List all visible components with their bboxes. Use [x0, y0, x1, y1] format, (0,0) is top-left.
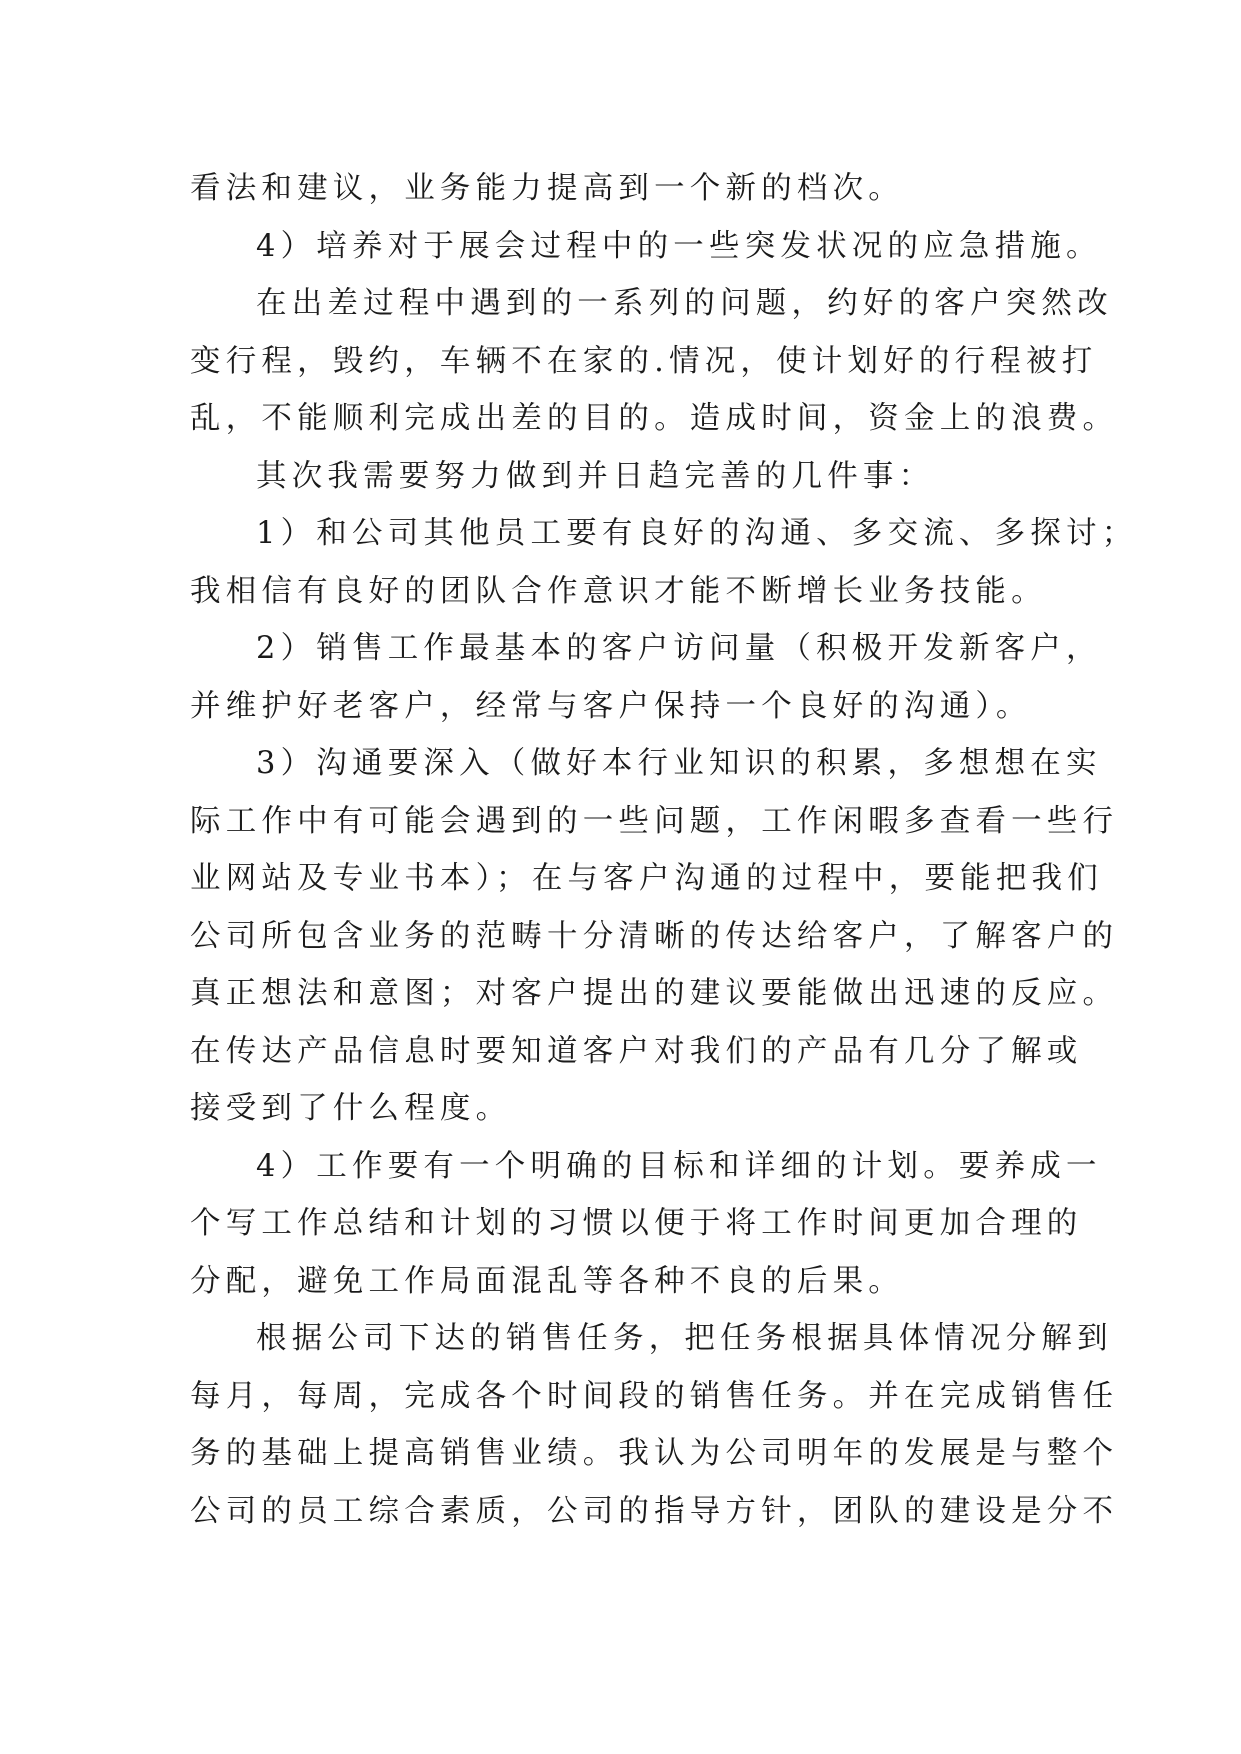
- text-line: 在出差过程中遇到的一系列的问题，约好的客户突然改: [256, 286, 1113, 321]
- text-line: 4）培养对于展会过程中的一些突发状况的应急措施。: [256, 228, 1102, 264]
- text-line: 个写工作总结和计划的习惯以便于将工作时间更加合理的: [190, 1206, 1083, 1241]
- text-line: 我相信有良好的团队合作意识才能不断增长业务技能。: [190, 573, 1047, 609]
- text-line: 业网站及专业书本）；在与客户沟通的过程中，要能把我们: [190, 861, 1103, 896]
- text-line: 4）工作要有一个明确的目标和详细的计划。要养成一: [256, 1148, 1102, 1184]
- text-line: 变行程，毁约，车辆不在家的.情况，使计划好的行程被打: [190, 343, 1098, 379]
- text-line: 2）销售工作最基本的客户访问量（积极开发新客户，: [256, 631, 1102, 666]
- text-line: 务的基础上提高销售业绩。我认为公司明年的发展是与整个: [190, 1436, 1119, 1471]
- text-line: 乱，不能顺利完成出差的目的。造成时间，资金上的浪费。: [190, 401, 1119, 436]
- text-line: 公司的员工综合素质，公司的指导方针，团队的建设是分不: [190, 1493, 1119, 1529]
- text-line: 1）和公司其他员工要有良好的沟通、多交流、多探讨；: [256, 516, 1138, 551]
- text-line: 真正想法和意图；对客户提出的建议要能做出迅速的反应。: [190, 976, 1119, 1011]
- text-line: 接受到了什么程度。: [190, 1091, 512, 1126]
- text-line: 每月，每周，完成各个时间段的销售任务。并在完成销售任: [190, 1378, 1119, 1414]
- text-line: 3）沟通要深入（做好本行业知识的积累，多想想在实: [256, 746, 1102, 781]
- text-line: 根据公司下达的销售任务，把任务根据具体情况分解到: [256, 1321, 1113, 1356]
- text-line: 并维护好老客户，经常与客户保持一个良好的沟通）。: [190, 688, 1032, 724]
- text-line: 公司所包含业务的范畴十分清晰的传达给客户，了解客户的: [190, 918, 1119, 954]
- text-line: 际工作中有可能会遇到的一些问题，工作闲暇多查看一些行: [190, 803, 1119, 839]
- document-body: [190, 160, 1138, 1540]
- text-line: 其次我需要努力做到并日趋完善的几件事：: [256, 458, 935, 494]
- text-line: 看法和建议，业务能力提高到一个新的档次。: [190, 171, 904, 206]
- text-line: 分配，避免工作局面混乱等各种不良的后果。: [190, 1263, 904, 1299]
- text-line: 在传达产品信息时要知道客户对我们的产品有几分了解或: [190, 1033, 1083, 1069]
